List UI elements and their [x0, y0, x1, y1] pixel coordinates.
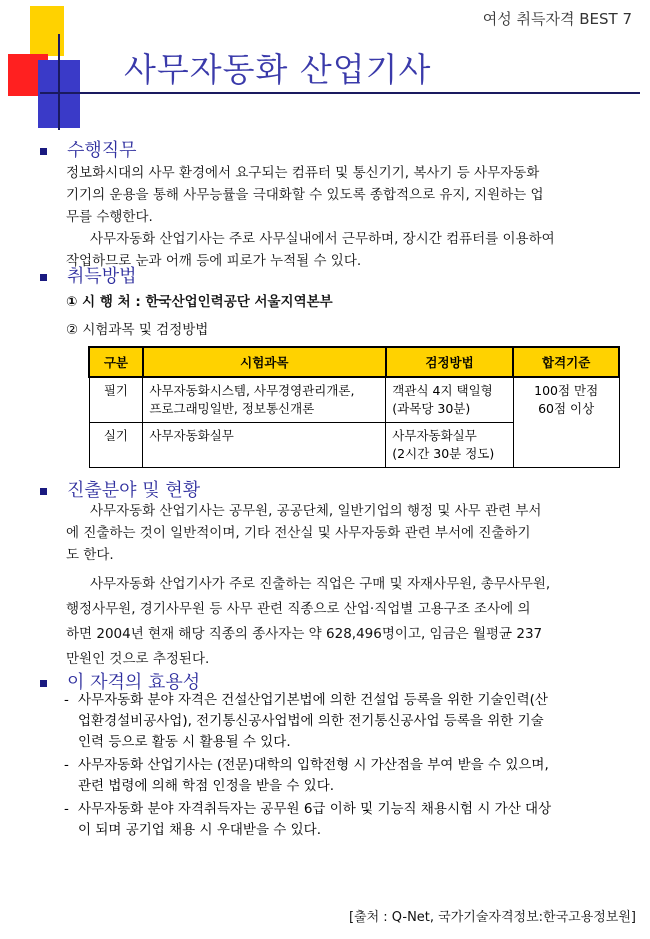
list-item: - 사무자동화 분야 자격은 건설산업기본법에 의한 건설업 등록을 위한 기술인력(산 업환경설비공사업), 전기통신공사업법에 의한 전기통신공사업 등록을 위한 기술 인력 등으로 활동 시 활용될 수 있다. [64, 692, 548, 750]
list-item: - 사무자동화 분야 자격취득자는 공무원 6급 이하 및 기능직 채용시험 시 가산 대상 이 되며 공기업 채용 시 우대받을 수 있다. [64, 801, 552, 838]
section-heading-career: 진출분야 및 현황 [40, 476, 200, 502]
bullet-icon [40, 148, 47, 155]
table-header-cell: 구분 [89, 347, 143, 377]
duty-paragraph-1: 정보화시대의 사무 환경에서 요구되는 컴퓨터 및 통신기기, 복사기 등 사무자동화 기기의 운용을 통해 사무능률을 극대화할 수 있도록 종합적으로 유지, 지원하는 업 무를 수행한다. [66, 165, 544, 225]
table-row [89, 377, 619, 423]
table-header-row [89, 347, 619, 377]
table-header-cell: 시험과목 [143, 347, 386, 377]
header-label: 여성 취득자격 BEST 7 [482, 10, 632, 28]
benefits-list [64, 690, 624, 843]
subject-heading: ② 시험과목 및 검정방법 [66, 322, 209, 338]
table-cell-method: 객관식 4지 택일형 (과목당 30분) [386, 377, 514, 423]
page-title: 사무자동화 산업기사 [124, 50, 432, 89]
decor-vertical-line [58, 34, 60, 130]
table-cell-pass: 100점 만점 60점 이상 [513, 377, 619, 468]
source-citation: [출처 : Q-Net, 국가기술자격정보:한국고용정보원] [348, 910, 636, 925]
table-cell-subjects: 사무자동화실무 [143, 423, 386, 468]
career-paragraph-2: 사무자동화 산업기사가 주로 진출하는 직업은 구매 및 자재사무원, 총무사무원, 행정사무원, 경기사무원 등 사무 관련 직종으로 산업·직업별 고용구조 조사에 의 하면 2004년 현재 해당 직종의 종사자는 약 628,496명이고, 임금은 월평균 237 만원인 것으로 추정된다. [66, 576, 551, 667]
career-paragraph-1: 사무자동화 산업기사는 공무원, 공공단체, 일반기업의 행정 및 사무 관련 부서 에 진출하는 것이 일반적이며, 기타 전산실 및 사무자동화 관련 부서에 진출하기 도 한다. [66, 503, 542, 563]
list-item: - 사무자동화 산업기사는 (전문)대학의 입학전형 시 가산점을 부여 받을 수 있으며, 관련 법령에 의해 학점 인정을 받을 수 있다. [64, 757, 549, 794]
agency-line: ① 시 행 처 : 한국산업인력공단 서울지역본부 [66, 294, 333, 310]
bullet-icon [40, 488, 47, 495]
table-header-cell: 검정방법 [386, 347, 514, 377]
section-heading-duty: 수행직무 [40, 136, 137, 162]
bullet-icon [40, 680, 47, 687]
duty-paragraph-2: 사무자동화 산업기사는 주로 사무실내에서 근무하며, 장시간 컴퓨터를 이용하여 작업하므로 눈과 어깨 등에 피로가 누적될 수 있다. [66, 231, 555, 269]
section-heading-acquire: 취득방법 [40, 262, 137, 288]
table-cell-type: 실기 [89, 423, 143, 468]
table-cell-method: 사무자동화실무 (2시간 30분 정도) [386, 423, 514, 468]
title-underline [40, 92, 640, 94]
table-cell-type: 필기 [89, 377, 143, 423]
table-cell-subjects: 사무자동화시스템, 사무경영관리개론, 프로그래밍일반, 정보통신개론 [143, 377, 386, 423]
bullet-icon [40, 274, 47, 281]
exam-table [88, 346, 620, 468]
section-heading-benefits: 이 자격의 효용성 [40, 668, 200, 694]
table-header-cell: 합격기준 [513, 347, 619, 377]
